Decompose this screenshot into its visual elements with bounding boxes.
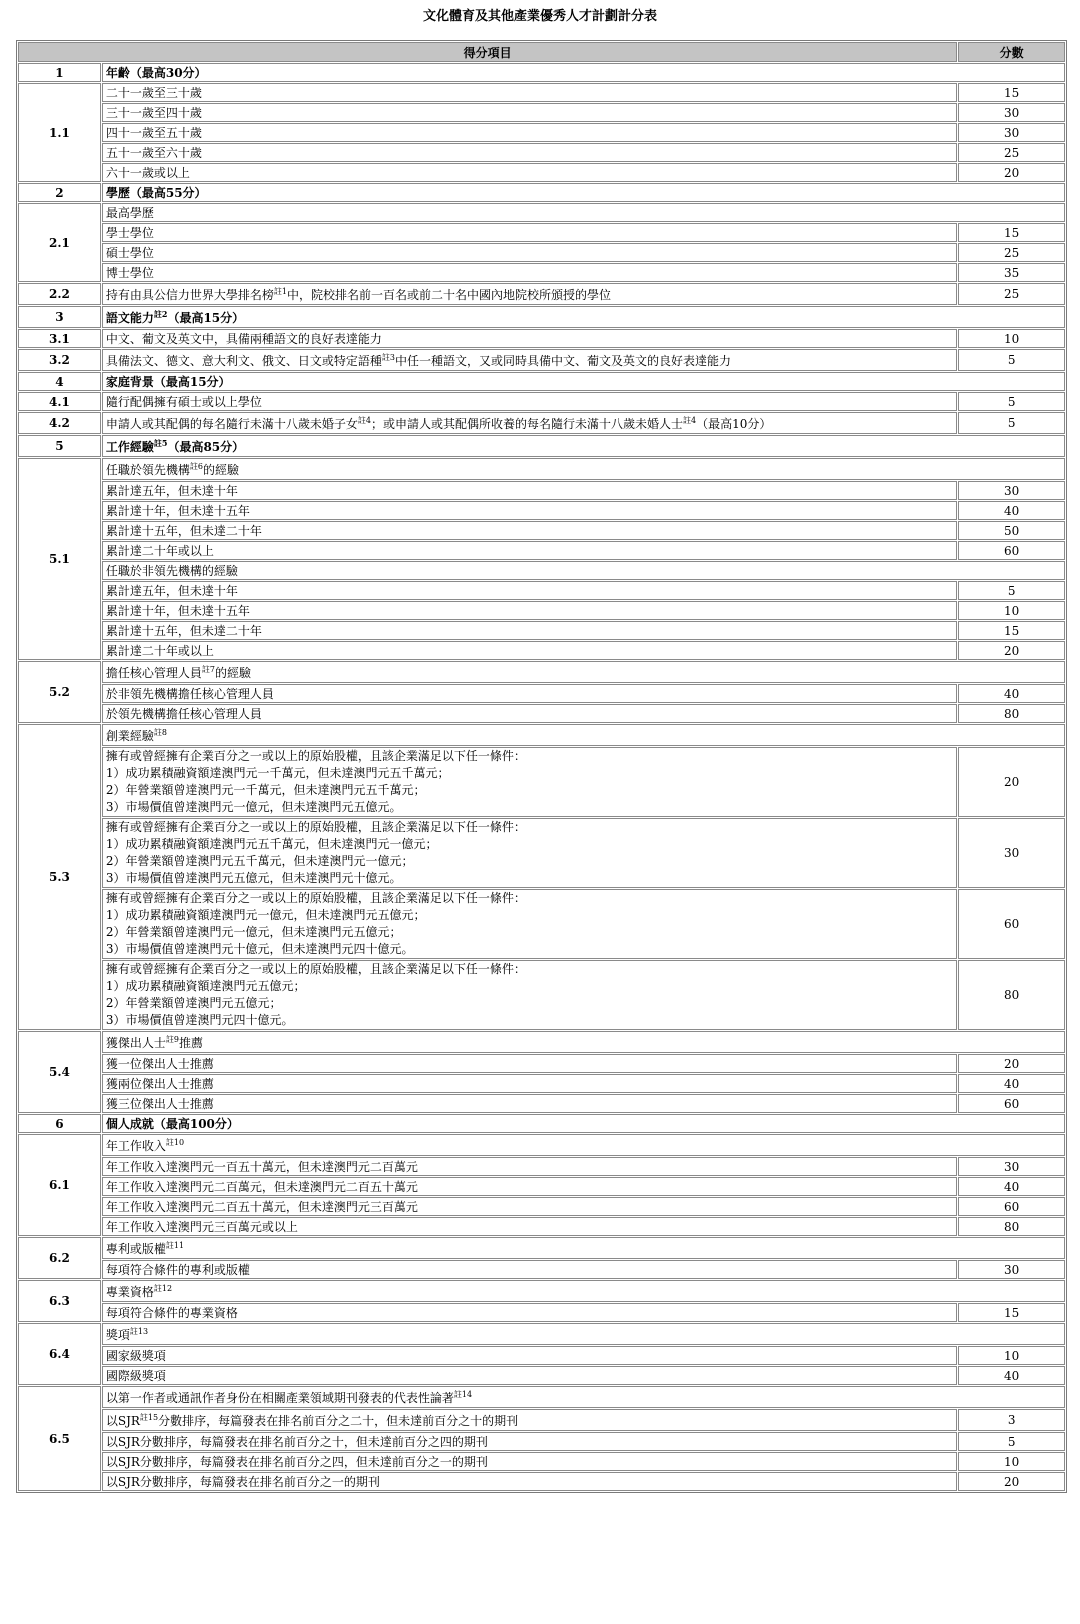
- label-line: 1）成功累積融資額達澳門元一千萬元，但未達澳門元五千萬元；: [105, 766, 450, 780]
- item-score: 40: [958, 1177, 1065, 1196]
- item-label: [102, 960, 957, 1030]
- label-text: 具備法文、德文、意大利文、俄文、日文或特定語種: [105, 353, 382, 368]
- item-label: 以SJR分數排序，每篇發表在排名前百分之十，但未達前百分之四的期刊: [102, 1432, 957, 1451]
- item-subheading: [102, 1031, 1065, 1053]
- item-score: 10: [958, 601, 1065, 620]
- item-score: 5: [958, 1432, 1065, 1451]
- label-line: 1）成功累積融資額達澳門元一億元，但未達澳門元五億元；: [105, 908, 426, 922]
- item-score: 40: [958, 1074, 1065, 1093]
- page-title: 文化體育及其他產業優秀人才計劃計分表: [422, 9, 657, 24]
- item-label: 年工作收入達澳門元三百萬元或以上: [102, 1217, 957, 1236]
- label-text: 擔任核心管理人員: [105, 665, 202, 680]
- item-label: 六十一歲或以上: [102, 163, 957, 182]
- subheading-row: [18, 1280, 1065, 1302]
- section-title-text: 工作經驗: [105, 439, 154, 454]
- item-label: 三十一歲至四十歲: [102, 103, 957, 122]
- footnote-ref: 註11: [165, 1240, 185, 1250]
- label-text: 獲傑出人士: [105, 1035, 166, 1050]
- table-row: [18, 263, 1065, 282]
- subheading-row: [18, 203, 1065, 222]
- table-row: [18, 541, 1065, 560]
- label-line: 1）成功累積融資額達澳門元五億元；: [105, 979, 306, 993]
- item-label: 四十一歲至五十歲: [102, 123, 957, 142]
- item-score: 40: [958, 1366, 1065, 1385]
- label-text: 申請人或其配偶的每名隨行未滿十八歲未婚子女: [105, 416, 358, 431]
- table-row: [18, 349, 1065, 371]
- item-subheading: [102, 724, 1065, 746]
- item-label: [102, 747, 957, 817]
- item-score: 30: [958, 103, 1065, 122]
- item-label: 國家級獎項: [102, 1346, 957, 1365]
- item-label: 累計達二十年或以上: [102, 541, 957, 560]
- item-label: 以SJR分數排序，每篇發表在排名前百分之四，但未達前百分之一的期刊: [102, 1452, 957, 1471]
- item-subheading: [102, 1134, 1065, 1156]
- item-label: 獲三位傑出人士推薦: [102, 1094, 957, 1113]
- item-subheading: 任職於非領先機構的經驗: [102, 561, 1065, 580]
- item-label: 碩士學位: [102, 243, 957, 262]
- item-label: [102, 349, 957, 371]
- section-title: 年齡（最高30分）: [102, 63, 1065, 82]
- item-label: 累計達十五年，但未達二十年: [102, 521, 957, 540]
- item-score: 30: [958, 123, 1065, 142]
- section-id: 2: [18, 183, 101, 202]
- item-score: 60: [958, 1197, 1065, 1216]
- label-text: 年工作收入: [105, 1138, 166, 1153]
- label-text: 專業資格: [105, 1284, 154, 1299]
- table-row: [18, 412, 1065, 434]
- item-id: 4.2: [18, 412, 101, 434]
- footnote-ref: 註13: [129, 1326, 149, 1336]
- item-label: 累計達五年，但未達十年: [102, 581, 957, 600]
- table-row: [18, 1472, 1065, 1491]
- item-id: 2.2: [18, 283, 101, 305]
- footnote-ref: 註7: [201, 664, 215, 674]
- label-line: 2）年營業額曾達澳門元一億元，但未達澳門元五億元；: [105, 925, 402, 939]
- item-id: 2.1: [18, 203, 101, 282]
- label-text: 的經驗: [202, 462, 239, 477]
- table-row: [18, 1452, 1065, 1471]
- label-line: 2）年營業額曾達澳門元五千萬元，但未達澳門元一億元；: [105, 854, 414, 868]
- table-row: [18, 392, 1065, 411]
- subheading-row: [18, 1134, 1065, 1156]
- item-label: 年工作收入達澳門元一百五十萬元，但未達澳門元二百萬元: [102, 1157, 957, 1176]
- item-subheading: [102, 1237, 1065, 1259]
- section-title-text: （最高85分）: [167, 439, 245, 454]
- score-table: [16, 40, 1067, 1493]
- item-score: 15: [958, 83, 1065, 102]
- footnote-ref: 註14: [453, 1389, 473, 1399]
- table-row: [18, 501, 1065, 520]
- label-text: 推薦: [178, 1035, 203, 1050]
- table-row: [18, 329, 1065, 348]
- item-label: 獲一位傑出人士推薦: [102, 1054, 957, 1073]
- item-subheading: 最高學歷: [102, 203, 1065, 222]
- subheading-row: [18, 458, 1065, 480]
- table-row: [18, 641, 1065, 660]
- table-row: [18, 1303, 1065, 1322]
- item-score: 10: [958, 1346, 1065, 1365]
- item-score: 15: [958, 223, 1065, 242]
- footnote-ref: 註8: [153, 727, 167, 737]
- subheading-row: [18, 1323, 1065, 1345]
- label-text: 中，院校排名前一百名或前二十名中國內地院校所頒授的學位: [286, 287, 611, 302]
- footnote-ref: 註12: [153, 1283, 173, 1293]
- table-row: [18, 747, 1065, 817]
- table-row: [18, 1074, 1065, 1093]
- footnote-ref: 註1: [273, 286, 287, 296]
- item-label: 於非領先機構擔任核心管理人員: [102, 684, 957, 703]
- item-id: 5.1: [18, 458, 101, 660]
- label-text: 以第一作者或通訊作者身份在相關產業領域期刊發表的代表性論著: [105, 1390, 454, 1405]
- label-text: 獎項: [105, 1327, 130, 1342]
- label-text: 任職於領先機構: [105, 462, 190, 477]
- item-score: 15: [958, 1303, 1065, 1322]
- table-row: [18, 1366, 1065, 1385]
- section-title: 家庭背景（最高15分）: [102, 372, 1065, 391]
- table-row: [18, 283, 1065, 305]
- subheading-row: [18, 661, 1065, 683]
- section-id: 5: [18, 435, 101, 457]
- section-row: [18, 306, 1065, 328]
- label-line: 1）成功累積融資額達澳門元五千萬元，但未達澳門元一億元；: [105, 837, 438, 851]
- item-id: 5.2: [18, 661, 101, 723]
- item-label: 每項符合條件的專利或版權: [102, 1260, 957, 1279]
- label-line: 擁有或曾經擁有企業百分之一或以上的原始股權，且該企業滿足以下任一條件：: [105, 891, 526, 905]
- section-title-text: （最高15分）: [167, 310, 245, 325]
- item-score: 60: [958, 541, 1065, 560]
- item-id: 4.1: [18, 392, 101, 411]
- label-text: 的經驗: [214, 665, 251, 680]
- item-score: 40: [958, 501, 1065, 520]
- item-score: 5: [958, 581, 1065, 600]
- item-score: 20: [958, 641, 1065, 660]
- section-id: 6: [18, 1114, 101, 1133]
- item-label: 五十一歲至六十歲: [102, 143, 957, 162]
- table-row: [18, 684, 1065, 703]
- section-title: 個人成就（最高100分）: [102, 1114, 1065, 1133]
- item-label: [102, 412, 957, 434]
- section-title: [102, 306, 1065, 328]
- item-score: 35: [958, 263, 1065, 282]
- subheading-row: [18, 1031, 1065, 1053]
- table-row: [18, 960, 1065, 1030]
- table-row: [18, 243, 1065, 262]
- table-row: [18, 103, 1065, 122]
- item-label: [102, 889, 957, 959]
- table-row: [18, 621, 1065, 640]
- item-subheading: [102, 458, 1065, 480]
- table-row: [18, 163, 1065, 182]
- subheading-row: [18, 561, 1065, 580]
- column-header-score: 分數: [958, 42, 1065, 62]
- item-score: 40: [958, 684, 1065, 703]
- item-score: 5: [958, 349, 1065, 371]
- table-row: [18, 818, 1065, 888]
- label-line: 3）市場價值曾達澳門元五億元，但未達澳門元十億元。: [105, 871, 402, 885]
- item-id: 6.5: [18, 1386, 101, 1491]
- table-row: [18, 1217, 1065, 1236]
- table-row: [18, 1157, 1065, 1176]
- table-row: [18, 143, 1065, 162]
- item-score: 30: [958, 1260, 1065, 1279]
- item-label: 獲兩位傑出人士推薦: [102, 1074, 957, 1093]
- item-label: 中文、葡文及英文中，具備兩種語文的良好表達能力: [102, 329, 957, 348]
- table-row: [18, 1409, 1065, 1431]
- table-row: [18, 1094, 1065, 1113]
- item-id: 5.4: [18, 1031, 101, 1113]
- item-id: 6.2: [18, 1237, 101, 1279]
- item-label: 國際級獎項: [102, 1366, 957, 1385]
- item-label: 隨行配偶擁有碩士或以上學位: [102, 392, 957, 411]
- item-label: [102, 1409, 957, 1431]
- section-row: [18, 372, 1065, 391]
- label-line: 擁有或曾經擁有企業百分之一或以上的原始股權，且該企業滿足以下任一條件：: [105, 749, 526, 763]
- item-score: 20: [958, 747, 1065, 817]
- section-id: 4: [18, 372, 101, 391]
- item-label: 學士學位: [102, 223, 957, 242]
- label-line: 擁有或曾經擁有企業百分之一或以上的原始股權，且該企業滿足以下任一條件：: [105, 820, 526, 834]
- footnote-ref: 註15: [139, 1412, 159, 1422]
- label-text: 持有由具公信力世界大學排名榜: [105, 287, 274, 302]
- item-label: [102, 283, 957, 305]
- item-score: 80: [958, 704, 1065, 723]
- item-label: 二十一歲至三十歲: [102, 83, 957, 102]
- item-score: 30: [958, 481, 1065, 500]
- item-score: 50: [958, 521, 1065, 540]
- footnote-ref: 註3: [381, 352, 395, 362]
- item-label: [102, 818, 957, 888]
- label-line: 3）市場價值曾達澳門元十億元，但未達澳門元四十億元。: [105, 942, 414, 956]
- item-id: 3.2: [18, 349, 101, 371]
- label-text: 以SJR: [105, 1413, 140, 1428]
- label-line: 3）市場價值曾達澳門元一億元，但未達澳門元五億元。: [105, 800, 402, 814]
- item-score: 5: [958, 412, 1065, 434]
- item-score: 25: [958, 283, 1065, 305]
- table-row: [18, 889, 1065, 959]
- label-line: 擁有或曾經擁有企業百分之一或以上的原始股權，且該企業滿足以下任一條件：: [105, 962, 526, 976]
- item-label: 累計達十年，但未達十五年: [102, 601, 957, 620]
- item-score: 80: [958, 960, 1065, 1030]
- table-header-row: [18, 42, 1065, 62]
- label-text: 中任一種語文，又或同時具備中文、葡文及英文的良好表達能力: [394, 353, 731, 368]
- footnote-ref: 註5: [153, 437, 168, 448]
- item-label: 於領先機構擔任核心管理人員: [102, 704, 957, 723]
- item-id: 6.3: [18, 1280, 101, 1322]
- label-text: ；或申請人或其配偶所收養的每名隨行未滿十八歲未婚人士: [370, 416, 683, 431]
- table-row: [18, 581, 1065, 600]
- item-score: 80: [958, 1217, 1065, 1236]
- table-row: [18, 481, 1065, 500]
- footnote-ref: 註2: [153, 308, 168, 319]
- item-score: 10: [958, 329, 1065, 348]
- item-score: 20: [958, 1472, 1065, 1491]
- table-row: [18, 83, 1065, 102]
- item-subheading: [102, 661, 1065, 683]
- table-row: [18, 1197, 1065, 1216]
- column-header-item: 得分項目: [18, 42, 957, 62]
- footnote-ref: 註9: [165, 1034, 179, 1044]
- item-label: 累計達二十年或以上: [102, 641, 957, 660]
- table-row: [18, 1346, 1065, 1365]
- item-score: 20: [958, 1054, 1065, 1073]
- item-score: 5: [958, 392, 1065, 411]
- item-subheading: [102, 1323, 1065, 1345]
- label-text: （最高10分）: [696, 416, 772, 431]
- item-score: 30: [958, 1157, 1065, 1176]
- item-score: 10: [958, 1452, 1065, 1471]
- label-line: 2）年營業額曾達澳門元一千萬元，但未達澳門元五千萬元；: [105, 783, 426, 797]
- subheading-row: [18, 724, 1065, 746]
- item-id: 6.1: [18, 1134, 101, 1236]
- table-row: [18, 601, 1065, 620]
- footnote-ref: 註4: [357, 415, 371, 425]
- item-label: 每項符合條件的專業資格: [102, 1303, 957, 1322]
- item-id: 1.1: [18, 83, 101, 182]
- table-row: [18, 1260, 1065, 1279]
- label-text: 專利或版權: [105, 1241, 166, 1256]
- footnote-ref: 註4: [682, 415, 697, 425]
- item-id: 5.3: [18, 724, 101, 1030]
- subheading-row: [18, 1237, 1065, 1259]
- item-id: 3.1: [18, 329, 101, 348]
- label-text: 創業經驗: [105, 728, 154, 743]
- item-label: 累計達五年，但未達十年: [102, 481, 957, 500]
- item-label: 累計達十年，但未達十五年: [102, 501, 957, 520]
- item-score: 30: [958, 818, 1065, 888]
- item-score: 20: [958, 163, 1065, 182]
- table-row: [18, 521, 1065, 540]
- table-row: [18, 123, 1065, 142]
- footnote-ref: 註10: [165, 1137, 185, 1147]
- item-score: 60: [958, 1094, 1065, 1113]
- label-line: 2）年營業額曾達澳門元五億元；: [105, 996, 282, 1010]
- item-subheading: [102, 1280, 1065, 1302]
- section-title: [102, 435, 1065, 457]
- item-score: 15: [958, 621, 1065, 640]
- item-score: 25: [958, 243, 1065, 262]
- section-id: 1: [18, 63, 101, 82]
- item-label: 年工作收入達澳門元二百五十萬元，但未達澳門元三百萬元: [102, 1197, 957, 1216]
- table-row: [18, 1054, 1065, 1073]
- section-row: [18, 183, 1065, 202]
- item-score: 60: [958, 889, 1065, 959]
- item-subheading: [102, 1386, 1065, 1408]
- label-text: 分數排序，每篇發表在排名前百分之二十，但未達前百分之十的期刊: [158, 1413, 519, 1428]
- section-title: 學歷（最高55分）: [102, 183, 1065, 202]
- table-row: [18, 704, 1065, 723]
- item-label: 博士學位: [102, 263, 957, 282]
- footnote-ref: 註6: [189, 461, 203, 471]
- label-line: 3）市場價值曾達澳門元四十億元。: [105, 1013, 294, 1027]
- table-row: [18, 1177, 1065, 1196]
- table-row: [18, 223, 1065, 242]
- table-row: [18, 1432, 1065, 1451]
- item-label: 以SJR分數排序，每篇發表在排名前百分之一的期刊: [102, 1472, 957, 1491]
- subheading-row: [18, 1386, 1065, 1408]
- section-row: [18, 1114, 1065, 1133]
- item-id: 6.4: [18, 1323, 101, 1385]
- item-score: 25: [958, 143, 1065, 162]
- item-label: 累計達十五年，但未達二十年: [102, 621, 957, 640]
- section-row: [18, 435, 1065, 457]
- section-id: 3: [18, 306, 101, 328]
- item-score: 3: [958, 1409, 1065, 1431]
- section-row: [18, 63, 1065, 82]
- item-label: 年工作收入達澳門元二百萬元，但未達澳門元二百五十萬元: [102, 1177, 957, 1196]
- section-title-text: 語文能力: [105, 310, 154, 325]
